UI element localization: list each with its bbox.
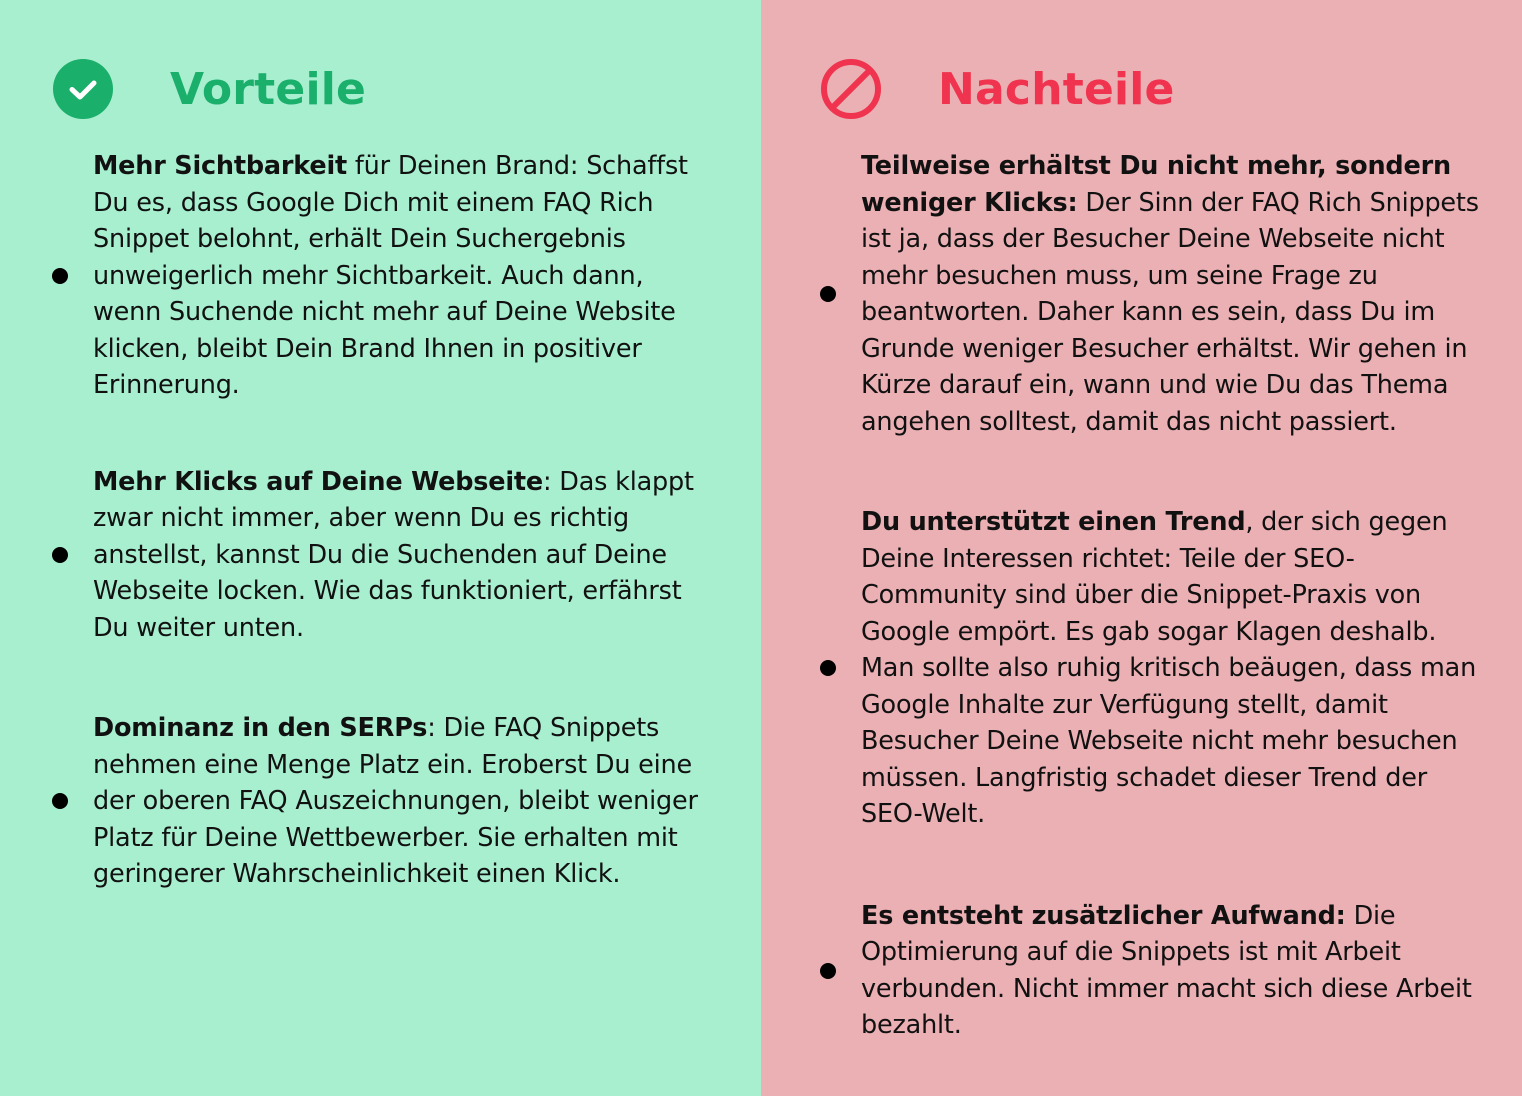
- item-text: [861, 148, 1480, 440]
- bullet-icon: [52, 268, 68, 284]
- pros-column: [0, 0, 761, 1096]
- cons-header: [820, 56, 1175, 122]
- bullet-icon: [820, 660, 836, 676]
- item-body: : Das klappt zwar nicht immer, aber wenn Du es richtig anstellst, kannst Du die Suchenden auf Deine Webseite locken. Wie das funktioniert, erfährst Du weiter unten.: [93, 466, 694, 643]
- prohibited-icon: [820, 58, 882, 120]
- item-body: Die Optimierung auf die Snippets ist mit Arbeit verbunden. Nicht immer macht sich diese Arbeit bezahlt.: [861, 900, 1472, 1040]
- item-bold-lead: Du unterstützt einen Trend: [861, 507, 1246, 537]
- item-text: [93, 464, 702, 647]
- item-body: : Die FAQ Snippets nehmen eine Menge Platz ein. Eroberst Du eine der oberen FAQ Auszeichnungen, bleibt weniger Platz für Deine Wettbewerber. Sie erhalten mit geringerer Wahrscheinlichkeit einen Klick.: [93, 713, 698, 889]
- list-item: [820, 898, 1480, 1044]
- item-bold-lead: Es entsteht zusätzlicher Aufwand:: [861, 900, 1346, 931]
- bullet-icon: [52, 547, 68, 563]
- item-bold-lead: Dominanz in den SERPs: [93, 713, 428, 743]
- cons-column: [761, 0, 1522, 1096]
- cons-title: Nachteile: [938, 63, 1175, 115]
- list-item: [52, 148, 702, 404]
- item-bold-lead: Teilweise erhältst Du nicht mehr, sondern weniger Klicks:: [861, 151, 1451, 218]
- item-text: [861, 504, 1480, 833]
- item-text: [861, 898, 1480, 1044]
- checkmark-circle-icon: [52, 58, 114, 120]
- list-item: [820, 148, 1480, 440]
- pros-header: [52, 56, 366, 122]
- bullet-icon: [52, 793, 68, 809]
- item-body: , der sich gegen Deine Interessen richtet: Teile der SEO-Community sind über die Snippet-Praxis von Google empört. Es gab sogar Klagen deshalb. Man sollte also ruhig kritisch beäugen, dass man Google Inhalte zur Verfügung stellt, damit Besucher Deine Webseite nicht mehr besuchen müssen. Langfristig schadet dieser Trend der SEO-Welt.: [861, 507, 1477, 829]
- cons-list: [820, 148, 1480, 1106]
- item-body: für Deinen Brand: Schaffst Du es, dass Google Dich mit einem FAQ Rich Snippet belohnt, erhält Dein Suchergebnis unweigerlich mehr Sichtbarkeit. Auch dann, wenn Suchende nicht mehr auf Deine Website klicken, bleibt Dein Brand Ihnen in positiver Erinnerung.: [93, 151, 688, 400]
- item-bold-lead: Mehr Sichtbarkeit: [93, 151, 347, 181]
- bullet-icon: [820, 963, 836, 979]
- pros-list: [52, 148, 702, 955]
- item-bold-lead: Mehr Klicks auf Deine Webseite: [93, 466, 543, 497]
- item-text: [93, 710, 702, 893]
- list-item: [52, 710, 702, 893]
- item-body: Der Sinn der FAQ Rich Snippets ist ja, dass der Besucher Deine Webseite nicht mehr besuchen muss, um seine Frage zu beantworten. Daher kann es sein, dass Du im Grunde weniger Besucher erhältst. Wir gehen in Kürze darauf ein, wann und wie Du das Thema angehen solltest, damit das nicht passiert.: [861, 187, 1479, 437]
- bullet-icon: [820, 286, 836, 302]
- list-item: [52, 464, 702, 647]
- item-text: [93, 148, 702, 404]
- pros-title: Vorteile: [170, 63, 367, 115]
- list-item: [820, 504, 1480, 833]
